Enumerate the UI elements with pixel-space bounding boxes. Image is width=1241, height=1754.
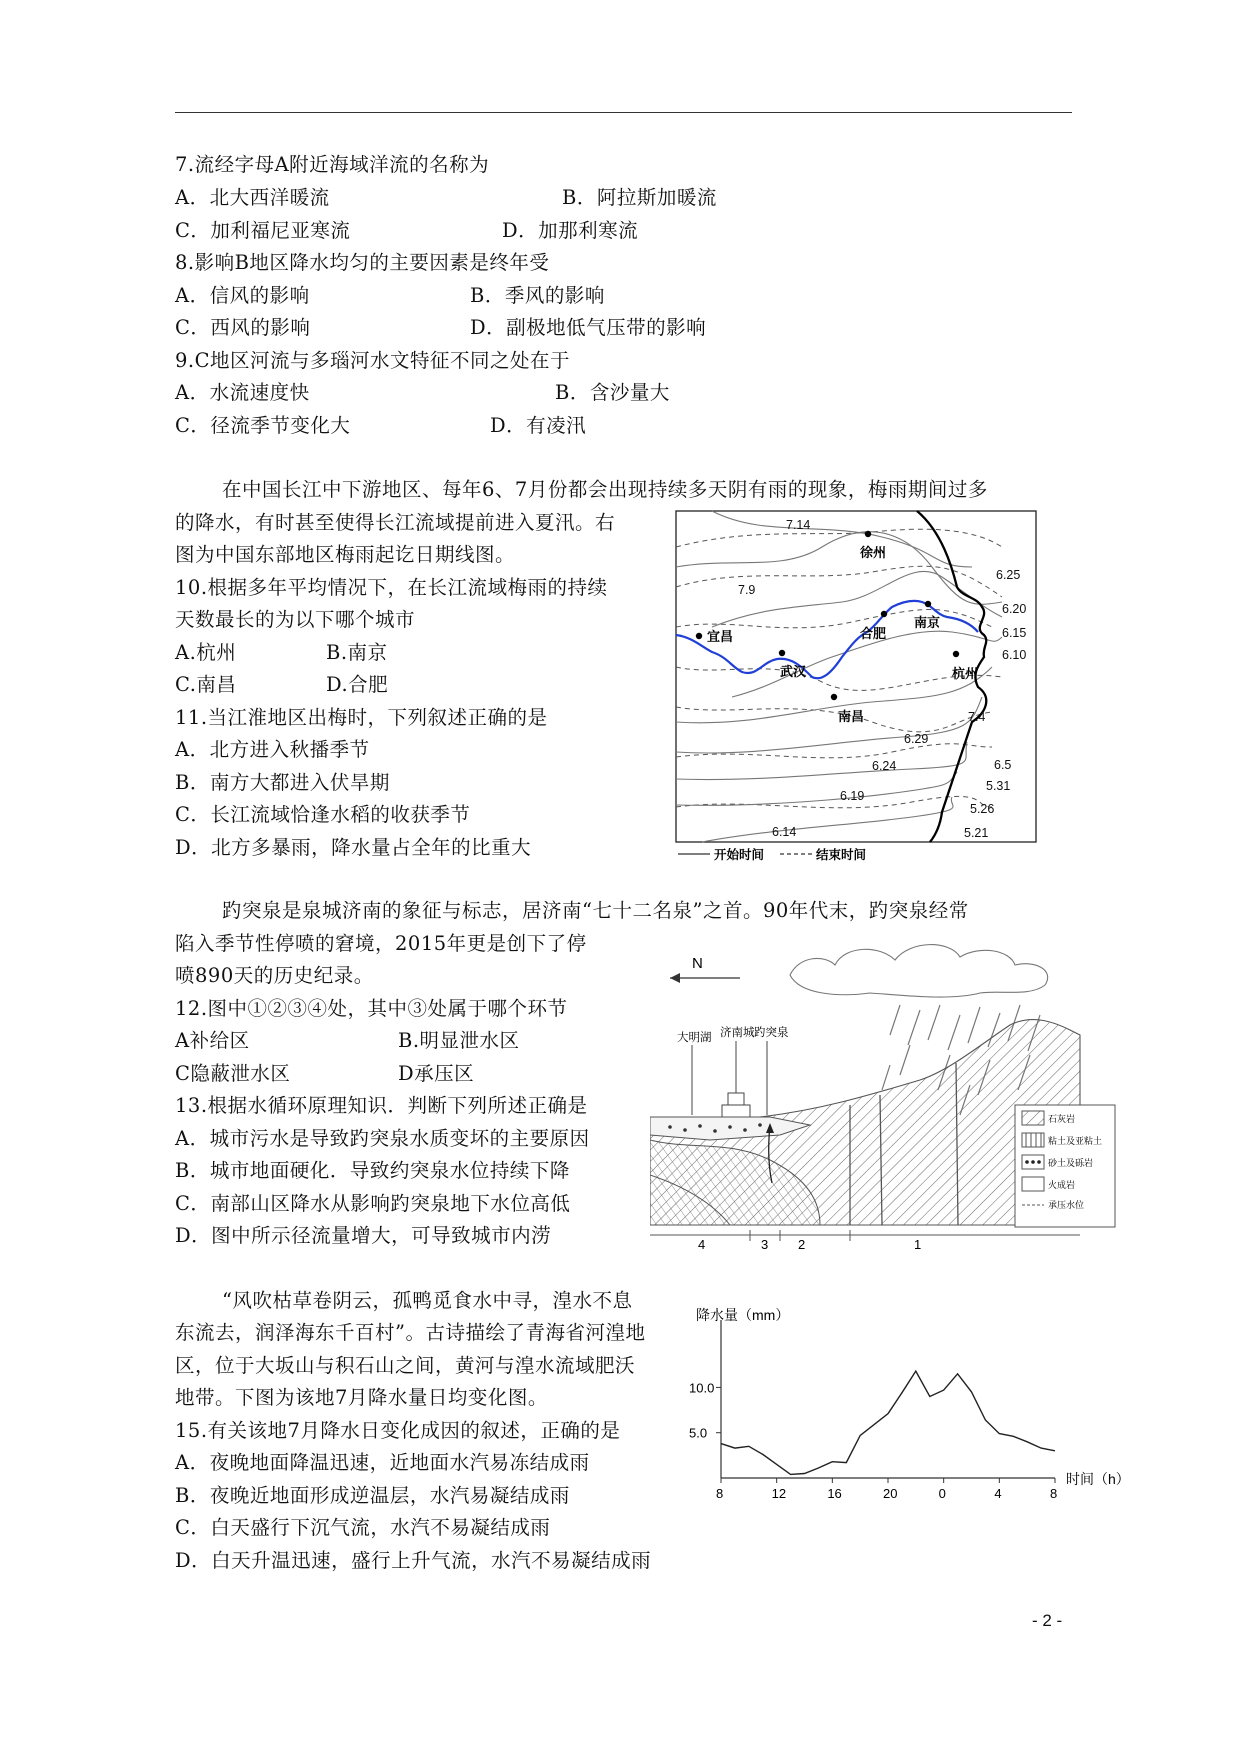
q15-option-c: C．白天盛行下沉气流，水汽不易凝结成雨 (175, 1516, 551, 1539)
north-arrow-head (670, 973, 680, 983)
series-line (721, 1371, 1055, 1474)
line-date-label: 5.21 (964, 826, 989, 840)
city-label: 合肥 (860, 626, 887, 641)
q12-option-b: B.明显泄水区 (398, 1029, 520, 1052)
legend-item: 砂土及砾岩 (1048, 1158, 1094, 1168)
rain-intro-line-3: 区，位于大坂山与积石山之间，黄河与湟水流域肥沃 (175, 1354, 636, 1377)
legend-item: 粘土及亚粘土 (1048, 1136, 1103, 1146)
q15-option-a: A．夜晚地面降温迅速，近地面水汽易冻结成雨 (175, 1451, 590, 1474)
meiyu-isochrone-map (672, 507, 1040, 863)
line-date-label: 6.25 (996, 568, 1021, 582)
q10-stem-line-1: 10.根据多年平均情况下，在长江流域梅雨的持续 (175, 576, 608, 599)
rain-intro-line-4: 地带。下图为该地7月降水量日均变化图。 (175, 1386, 548, 1409)
y-tick-label: 5.0 (689, 1425, 708, 1441)
q13-option-b: B．城市地面硬化．导致约突泉水位持续下降 (175, 1159, 570, 1182)
q9-option-a: A．水流速度快 (175, 381, 310, 404)
q13-stem: 13.根据水循环原理知识．判断下列所述正确是 (175, 1094, 588, 1117)
q12-option-c: C隐蔽泄水区 (175, 1062, 291, 1085)
q9-option-b: B．含沙量大 (555, 381, 670, 404)
rainfall-line-chart (680, 1300, 1140, 1500)
legend-item: 石灰岩 (1048, 1114, 1076, 1124)
q11-option-c: C．长江流域恰逢水稻的收获季节 (175, 803, 471, 826)
page-number: - 2 - (1032, 1611, 1063, 1630)
q15-option-b: B．夜晚近地面形成逆温层，水汽易凝结成雨 (175, 1484, 570, 1507)
spring-intro-line-1: 趵突泉是泉城济南的象征与标志，居济南“七十二名泉”之首。90年代末，趵突泉经常 (222, 899, 969, 922)
city-label: 杭州 (952, 666, 979, 681)
q9-option-c: C．径流季节变化大 (175, 414, 351, 437)
x-tick-label: 8 (1050, 1486, 1058, 1500)
line-date-label: 7.4 (968, 710, 986, 724)
north-label: N (692, 955, 703, 972)
q8-option-c: C．西风的影响 (175, 316, 311, 339)
q13-option-c: C．南部山区降水从影响趵突泉地下水位高低 (175, 1192, 571, 1215)
line-date-label: 6.15 (1002, 626, 1027, 640)
x-tick-label: 12 (771, 1486, 787, 1500)
q15-stem: 15.有关该地7月降水日变化成因的叙述，正确的是 (175, 1419, 621, 1442)
q9-option-d: D．有凌汛 (490, 414, 587, 437)
y-tick-label: 10.0 (689, 1380, 715, 1396)
line-date-label: 6.10 (1002, 648, 1027, 662)
q7-option-a: A．北大西洋暖流 (175, 186, 330, 209)
line-date-label: 6.29 (904, 732, 929, 746)
q7-stem: 7.流经字母A附近海域洋流的名称为 (175, 153, 490, 176)
x-tick-label: 20 (883, 1486, 898, 1500)
q12-option-d: D承压区 (398, 1062, 475, 1085)
line-date-label: 5.31 (986, 779, 1011, 793)
q8-option-a: A．信风的影响 (175, 284, 310, 307)
legend-end-label: 结束时间 (816, 848, 867, 862)
q15-option-d: D．白天升温迅速，盛行上升气流，水汽不易凝结成雨 (175, 1549, 652, 1572)
city-label: 南昌 (838, 709, 865, 724)
line-date-label: 6.14 (772, 825, 797, 839)
line-date-label: 6.5 (994, 758, 1012, 772)
zone-label: 3 (761, 1237, 769, 1252)
q10-option-a: A.杭州 (175, 641, 237, 664)
q9-stem: 9.C地区河流与多瑙河水文特征不同之处在于 (175, 349, 571, 372)
meiyu-intro-line-1: 在中国长江中下游地区、每年6、7月份都会出现持续多天阴有雨的现象，梅雨期间过多 (222, 478, 988, 501)
rain-intro-line-2: 东流去，润泽海东千百村”。古诗描绘了青海省河湟地 (175, 1321, 646, 1344)
q8-option-b: B．季风的影响 (470, 284, 605, 307)
q12-stem: 12.图中①②③④处，其中③处属于哪个环节 (175, 997, 568, 1020)
chart-x-axis-label: 时间（h） (1066, 1471, 1130, 1487)
city-label: 宜昌 (707, 629, 734, 644)
q7-option-b: B．阿拉斯加暖流 (562, 186, 717, 209)
rain-intro-line-1: “风吹枯草卷阴云，孤鸭觅食水中寻，湟水不息 (222, 1289, 633, 1312)
q10-stem-line-2: 天数最长的为以下哪个城市 (175, 608, 416, 631)
q12-option-a: A补给区 (175, 1029, 250, 1052)
spring-cross-section-diagram (650, 935, 1120, 1255)
q7-option-d: D．加那利寒流 (502, 219, 639, 242)
q10-option-c: C.南昌 (175, 673, 237, 696)
x-tick-label: 16 (827, 1486, 842, 1500)
chart-y-axis-label: 降水量（mm） (696, 1307, 790, 1323)
q11-stem: 11.当江淮地区出梅时，下列叙述正确的是 (175, 706, 548, 729)
x-tick-label: 4 (994, 1486, 1002, 1500)
zone-label: 1 (914, 1237, 922, 1252)
x-tick-label: 8 (716, 1486, 724, 1500)
spring-intro-line-3: 喷890天的历史纪录。 (175, 964, 374, 987)
q13-option-d: D．图中所示径流量增大，可导致城市内涝 (175, 1224, 552, 1247)
zone-label: 4 (698, 1237, 706, 1252)
q11-option-d: D．北方多暴雨，降水量占全年的比重大 (175, 836, 532, 859)
zone-label: 2 (798, 1237, 806, 1252)
meiyu-intro-line-3: 图为中国东部地区梅雨起讫日期线图。 (175, 543, 516, 566)
place-label: 大明湖 (677, 1032, 712, 1044)
q11-option-a: A．北方进入秋播季节 (175, 738, 370, 761)
q8-option-d: D．副极地低气压带的影响 (470, 316, 707, 339)
city-label: 徐州 (860, 545, 887, 560)
q10-option-d: D.合肥 (326, 673, 389, 696)
meiyu-intro-line-2: 的降水，有时甚至使得长江流域提前进入夏汛。右 (175, 511, 616, 534)
line-date-label: 6.24 (872, 759, 897, 773)
line-date-label: 5.26 (970, 802, 995, 816)
x-tick-label: 0 (938, 1486, 946, 1500)
line-date-label: 6.19 (840, 789, 865, 803)
legend-item: 承压水位 (1048, 1200, 1085, 1210)
city-label: 武汉 (780, 664, 807, 679)
q10-option-b: B.南京 (326, 641, 388, 664)
header-rule (175, 112, 1072, 113)
spring-intro-line-2: 陷入季节性停喷的窘境，2015年更是创下了停 (175, 932, 587, 955)
line-date-label: 7.14 (786, 518, 811, 532)
city-label: 南京 (914, 615, 941, 630)
q7-option-c: C．加利福尼亚寒流 (175, 219, 351, 242)
q8-stem: 8.影响B地区降水均匀的主要因素是终年受 (175, 251, 550, 274)
place-label: 济南城 (720, 1027, 755, 1039)
q13-option-a: A．城市污水是导致趵突泉水质变坏的主要原因 (175, 1127, 590, 1150)
line-date-label: 7.9 (738, 583, 756, 597)
place-label: 趵突泉 (754, 1027, 789, 1039)
q11-option-b: B．南方大都进入伏旱期 (175, 771, 390, 794)
line-date-label: 6.20 (1002, 602, 1027, 616)
legend-item: 火成岩 (1048, 1180, 1076, 1190)
legend-start-label: 开始时间 (714, 848, 765, 862)
cloud-icon (790, 945, 1048, 997)
